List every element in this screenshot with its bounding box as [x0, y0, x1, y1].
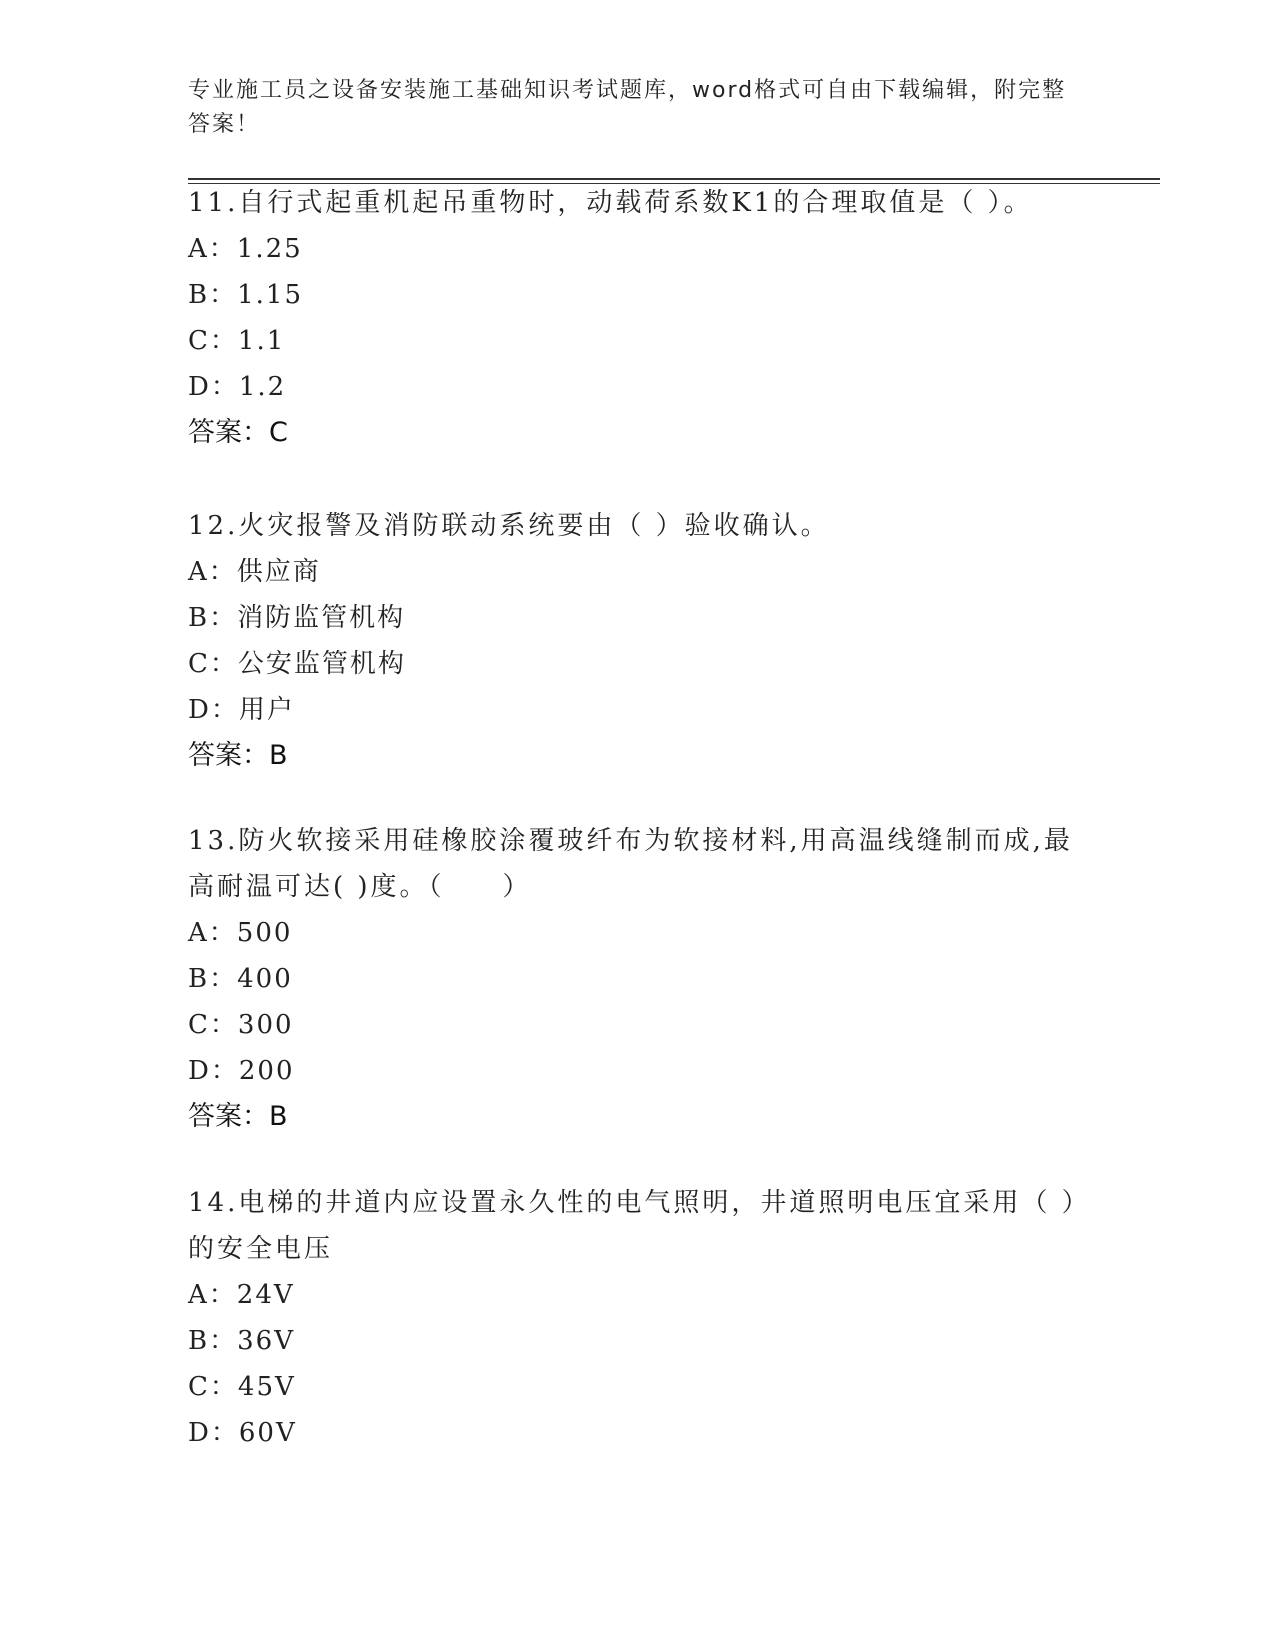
- option-key: A：: [188, 918, 237, 948]
- option-c: [188, 1002, 1088, 1048]
- option-text: 60V: [238, 1418, 297, 1448]
- option-key: D：: [188, 1418, 239, 1448]
- option-key: D：: [188, 695, 239, 725]
- option-key: A：: [188, 557, 237, 587]
- option-d: [188, 364, 1088, 410]
- option-key: A：: [188, 234, 237, 264]
- question-stem: 14.电梯的井道内应设置永久性的电气照明，井道照明电压宜采用（ ）的安全电压: [188, 1188, 1078, 1264]
- option-text: 200: [238, 1056, 295, 1086]
- option-text: 400: [237, 964, 293, 994]
- option-key: C：: [188, 1010, 238, 1040]
- option-key: D：: [188, 372, 239, 402]
- option-a: [188, 910, 1088, 956]
- option-text: 消防监管机构: [237, 603, 406, 633]
- option-text: 300: [237, 1010, 294, 1040]
- option-b: [188, 272, 1088, 318]
- option-key: C：: [188, 649, 238, 679]
- option-text: 1.25: [236, 234, 303, 264]
- option-text: 1.1: [237, 326, 286, 356]
- option-text: 用户: [238, 695, 295, 725]
- option-c: [188, 318, 1088, 364]
- question-stem: 11.自行式起重机起吊重物时，动载荷系数K1的合理取值是（ ）。: [188, 188, 1033, 218]
- option-text: 1.2: [238, 372, 287, 402]
- option-key: B：: [188, 964, 238, 994]
- option-key: C：: [188, 1372, 238, 1402]
- question-14: [188, 1180, 1088, 1456]
- option-b: [188, 595, 1088, 641]
- answer-line: 答案：B: [188, 740, 288, 771]
- option-text: 36V: [237, 1326, 295, 1356]
- option-key: B：: [188, 1326, 238, 1356]
- option-c: [188, 641, 1088, 687]
- option-key: C：: [188, 326, 238, 356]
- question-stem: 12.火灾报警及消防联动系统要由（ ）验收确认。: [188, 511, 830, 541]
- question-13: [188, 818, 1088, 1140]
- option-b: [188, 1318, 1088, 1364]
- option-d: [188, 1048, 1088, 1094]
- option-d: [188, 1410, 1088, 1456]
- option-d: [188, 687, 1088, 733]
- option-b: [188, 956, 1088, 1002]
- option-text: 公安监管机构: [237, 649, 406, 679]
- answer-line: 答案：C: [188, 417, 288, 448]
- option-key: B：: [188, 280, 238, 310]
- option-key: A：: [188, 1280, 237, 1310]
- option-key: D：: [188, 1056, 239, 1086]
- question-12: [188, 503, 1088, 779]
- option-text: 24V: [236, 1280, 295, 1310]
- option-a: [188, 549, 1088, 595]
- question-stem: 13.防火软接采用硅橡胶涂覆玻纤布为软接材料,用高温线缝制而成,最高耐温可达( )度。（ ）: [188, 826, 1073, 902]
- question-11: [188, 180, 1088, 456]
- option-text: 1.15: [237, 280, 303, 310]
- option-text: 供应商: [236, 557, 321, 587]
- option-a: [188, 1272, 1088, 1318]
- option-text: 45V: [237, 1372, 296, 1402]
- document-header-note: 专业施工员之设备安装施工基础知识考试题库，word格式可自由下载编辑，附完整答案！: [188, 78, 1067, 137]
- option-a: [188, 226, 1088, 272]
- option-text: 500: [236, 918, 293, 948]
- option-c: [188, 1364, 1088, 1410]
- answer-line: 答案：B: [188, 1101, 288, 1132]
- option-key: B：: [188, 603, 238, 633]
